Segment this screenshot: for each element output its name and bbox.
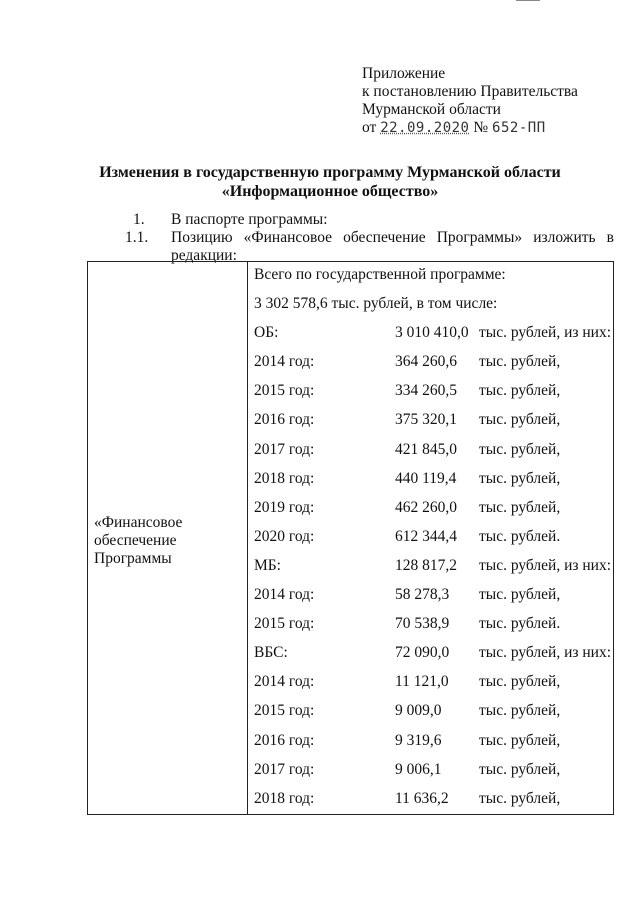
appendix-block [362,65,622,137]
row-unit: тыс. рублей, [479,440,561,458]
financing-table [87,261,614,815]
row-unit: тыс. рублей, [479,469,561,487]
row-unit: тыс. рублей, из них: [479,556,612,574]
number-sign: № [473,119,489,136]
total-header-text: Всего по государственной программе: [254,266,506,283]
row-label: ВБС: [254,644,288,662]
row-amount: 612 344,4 [395,527,457,545]
row-label: 2018 год: [254,789,315,807]
item-1-number: 1. [133,211,145,228]
table-row [254,382,614,411]
table-column-divider [247,262,248,814]
item-1-text: В паспорте программы: [171,211,328,228]
table-row [254,353,614,382]
row-unit: тыс. рублей, [479,789,561,807]
title-line-2: «Информационное общество» [221,183,439,200]
financing-details-cell [254,266,614,819]
table-row [254,528,614,557]
row-unit: тыс. рублей, из них: [479,324,612,342]
table-row [254,732,614,761]
row-amount: 128 817,2 [395,556,457,574]
row-label: 2016 год: [254,411,315,429]
row-amount: 462 260,0 [395,498,457,516]
scan-mark [516,0,540,1]
item-1-1-text-line-2: редакции: [171,247,237,264]
table-row [254,470,614,499]
row-label: 2015 год: [254,615,315,633]
row-label: 2014 год: [254,586,315,604]
financing-label-line-3: Программы [94,550,172,567]
row-unit: тыс. рублей, [479,673,561,691]
row-unit: тыс. рублей, [479,498,561,516]
row-unit: тыс. рублей, [479,382,561,400]
appendix-date-line [362,119,622,137]
financing-label-line-2: обеспечение [94,532,177,549]
row-amount: 70 538,9 [395,615,450,633]
row-unit: тыс. рублей, [479,731,561,749]
total-header [254,266,614,295]
table-row [254,441,614,470]
row-unit: тыс. рублей, [479,353,561,371]
row-amount: 440 119,4 [395,469,457,487]
appendix-line-2: к постановлению Правительства [362,83,578,100]
table-row [254,702,614,731]
row-unit: тыс. рублей, [479,411,561,429]
row-label: 2015 год: [254,382,315,400]
row-label: 2019 год: [254,498,315,516]
row-label: 2017 год: [254,440,315,458]
financing-label-cell [94,514,244,568]
row-label: 2014 год: [254,673,315,691]
row-amount: 375 320,1 [395,411,457,429]
row-amount: 9 009,0 [395,702,442,720]
row-label: МБ: [254,556,281,574]
row-amount: 11 636,2 [395,789,449,807]
row-label: 2016 год: [254,731,315,749]
total-amount [254,295,614,324]
document-title [60,163,600,201]
row-amount: 9 006,1 [395,760,442,778]
row-label: 2020 год: [254,527,315,545]
item-1-1-text-line-1: Позицию «Финансовое обеспечение Программы» изложить в [171,229,614,246]
row-amount: 3 010 410,0 [395,324,469,342]
from-label: от [362,119,377,136]
table-row [254,499,614,528]
row-amount: 11 121,0 [395,673,449,691]
row-label: 2014 год: [254,353,315,371]
row-unit: тыс. рублей. [479,615,561,633]
resolution-number: 652-ПП [492,120,546,136]
row-unit: тыс. рублей, [479,702,561,720]
table-row [254,644,614,673]
table-row [254,761,614,790]
row-unit: тыс. рублей, [479,586,561,604]
row-amount: 334 260,5 [395,382,457,400]
row-amount: 364 260,6 [395,353,457,371]
table-row [254,586,614,615]
table-row [254,557,614,586]
row-label: 2017 год: [254,760,315,778]
appendix-line-3: Мурманской области [362,101,501,118]
row-amount: 58 278,3 [395,586,450,604]
row-amount: 9 319,6 [395,731,442,749]
table-row [254,673,614,702]
row-label: 2015 год: [254,702,315,720]
row-label: 2018 год: [254,469,315,487]
title-line-1: Изменения в государственную программу Мурманской области [99,164,561,181]
table-row [254,411,614,440]
item-1-1-text [171,229,614,265]
resolution-date: 22.09.2020 [380,120,470,136]
row-unit: тыс. рублей. [479,527,561,545]
financing-label-line-1: «Финансовое [94,514,183,531]
total-amount-text: 3 302 578,6 тыс. рублей, в том числе: [254,295,498,313]
row-unit: тыс. рублей, [479,760,561,778]
row-label: ОБ: [254,324,279,342]
row-amount: 72 090,0 [395,644,450,662]
appendix-line-1: Приложение [362,65,446,82]
item-1-1-number: 1.1. [125,229,149,246]
row-unit: тыс. рублей, из них: [479,644,612,662]
table-row [254,790,614,819]
row-amount: 421 845,0 [395,440,457,458]
table-row [254,324,614,353]
table-row [254,615,614,644]
